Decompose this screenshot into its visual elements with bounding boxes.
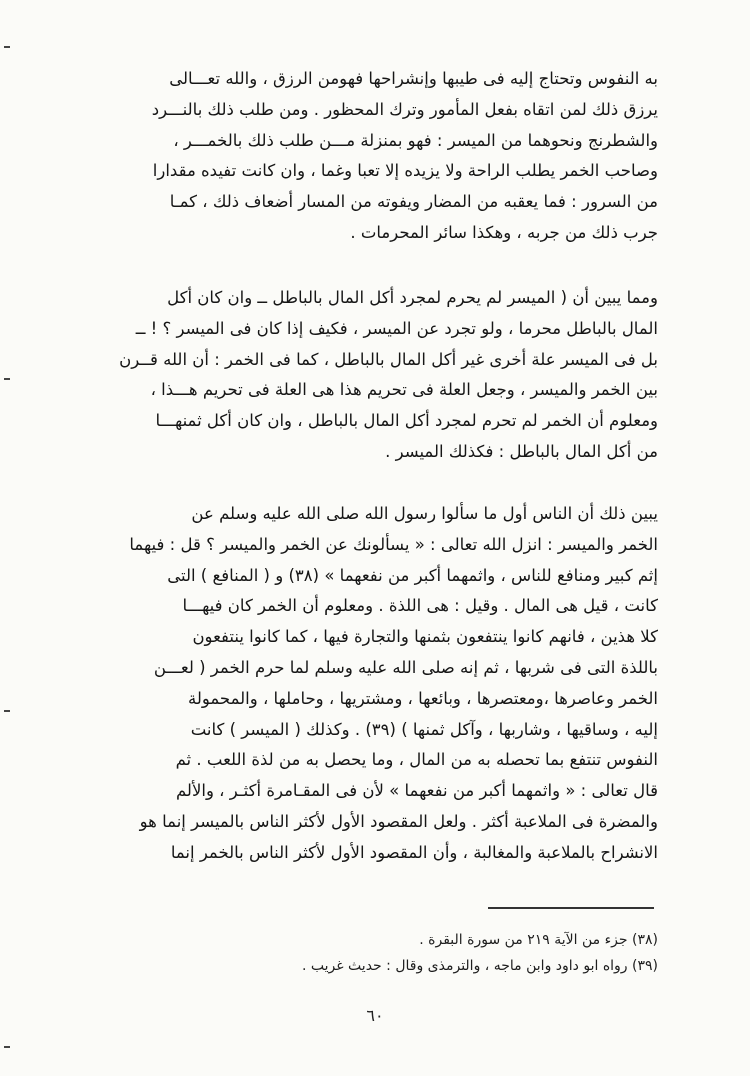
- footnotes: [98, 927, 658, 979]
- paragraph: [98, 499, 658, 869]
- text-line: كلا هذين ، فانهم كانوا ينتفعون بثمنها والتجارة فيها ، كما كانوا ينتفعون: [192, 627, 658, 647]
- text-line: باللذة التى فى شربها ، ثم إنه صلى الله عليه وسلم لما حرم الخمر ( لعـــن: [153, 657, 658, 677]
- text-line: الخمر والميسر : انزل الله تعالى : « يسألونك عن الخمر والميسر ؟ قل : فيهما: [129, 534, 658, 554]
- footnote: (٣٨) جزء من الآية ٢١٩ من سورة البقرة .: [419, 932, 658, 948]
- footnote-divider: [488, 907, 654, 909]
- paragraph: [98, 64, 658, 249]
- page-number: ٦٠: [366, 1006, 384, 1025]
- text-line: إليه ، وساقيها ، وشاربها ، وآكل ثمنها ) (٣٩) . وكذلك ( الميسر ) كانت: [190, 719, 658, 739]
- text-line: والشطرنج ونحوهما من الميسر : فهو بمنزلة مـــن طلب ذلك بالخمـــر ،: [173, 130, 658, 150]
- margin-mark: [4, 710, 10, 712]
- text-line: المال بالباطل محرما ، ولو تجرد عن الميسر ، فكيف إذا كان فى الميسر ؟ ! ــ: [135, 318, 658, 338]
- text-line: قال تعالى : « واثمهما أكبر من نفعهما » لأن فى المقـامرة أكثـر ، والألم: [175, 781, 658, 801]
- text-line: به النفوس وتحتاج إليه فى طيبها وإنشراحها فهومن الرزق ، والله تعـــالى: [169, 69, 658, 88]
- text-line: ومعلوم أن الخمر لم تحرم لمجرد أكل المال بالباطل ، وان كان أكل ثمنهـــا: [155, 411, 658, 431]
- margin-mark: [4, 378, 10, 380]
- text-line: من السرور : فما يعقبه من المضار ويفوته من المسار أضعاف ذلك ، كمـا: [169, 192, 658, 212]
- margin-mark: [4, 1046, 10, 1048]
- paragraph: [98, 283, 658, 468]
- text-line: يبين ذلك أن الناس أول ما سألوا رسول الله صلى الله عليه وسلم عن: [191, 504, 658, 523]
- text-line: الانشراح بالملاعبة والمغالبة ، وأن المقصود الأول لأكثر الناس بالخمر إنما: [170, 842, 658, 862]
- text-line: يرزق ذلك لمن اتقاه بفعل المأمور وترك المحظور . ومن طلب ذلك بالنـــرد: [151, 99, 658, 119]
- text-line: وصاحب الخمر يطلب الراحة ولا يزيده إلا تعبا وغما ، وان كانت تفيده مقدارا: [152, 161, 658, 181]
- text-line: بل فى الميسر علة أخرى غير أكل المال بالباطل ، كما فى الخمر : أن الله قــرن: [119, 349, 658, 369]
- footnote: (٣٩) رواه ابو داود وابن ماجه ، والترمذى وقال : حديث غريب .: [302, 958, 658, 974]
- text-line: من أكل المال بالباطل : فكذلك الميسر .: [385, 441, 658, 461]
- text-line: ومما يبين أن ( الميسر لم يحرم لمجرد أكل المال بالباطل ــ وان كان أكل: [167, 288, 658, 307]
- text-line: جرب ذلك من جربه ، وهكذا سائر المحرمات .: [350, 222, 658, 242]
- text-line: بين الخمر والميسر ، وجعل العلة فى تحريم هذا هى العلة فى تحريم هـــذا ،: [150, 380, 658, 400]
- text-line: النفوس تنتفع بما تحصله به من المال ، وما يحصل به من لذة اللعب . ثم: [175, 750, 658, 770]
- text-line: كانت ، قيل هى المال . وقيل : هى اللذة . ومعلوم أن الخمر كان فيهـــا: [182, 596, 658, 616]
- text-line: إثم كبير ومنافع للناس ، واثمهما أكبر من نفعهما » (٣٨) و ( المنافع ) التى: [167, 565, 658, 585]
- margin-mark: [4, 46, 10, 48]
- text-line: الخمر وعاصرها ،ومعتصرها ، وبائعها ، ومشتريها ، وحاملها ، والمحمولة: [188, 688, 658, 708]
- text-line: والمضرة فى الملاعبة أكثر . ولعل المقصود الأول لأكثر الناس بالميسر إنما هو: [139, 811, 658, 831]
